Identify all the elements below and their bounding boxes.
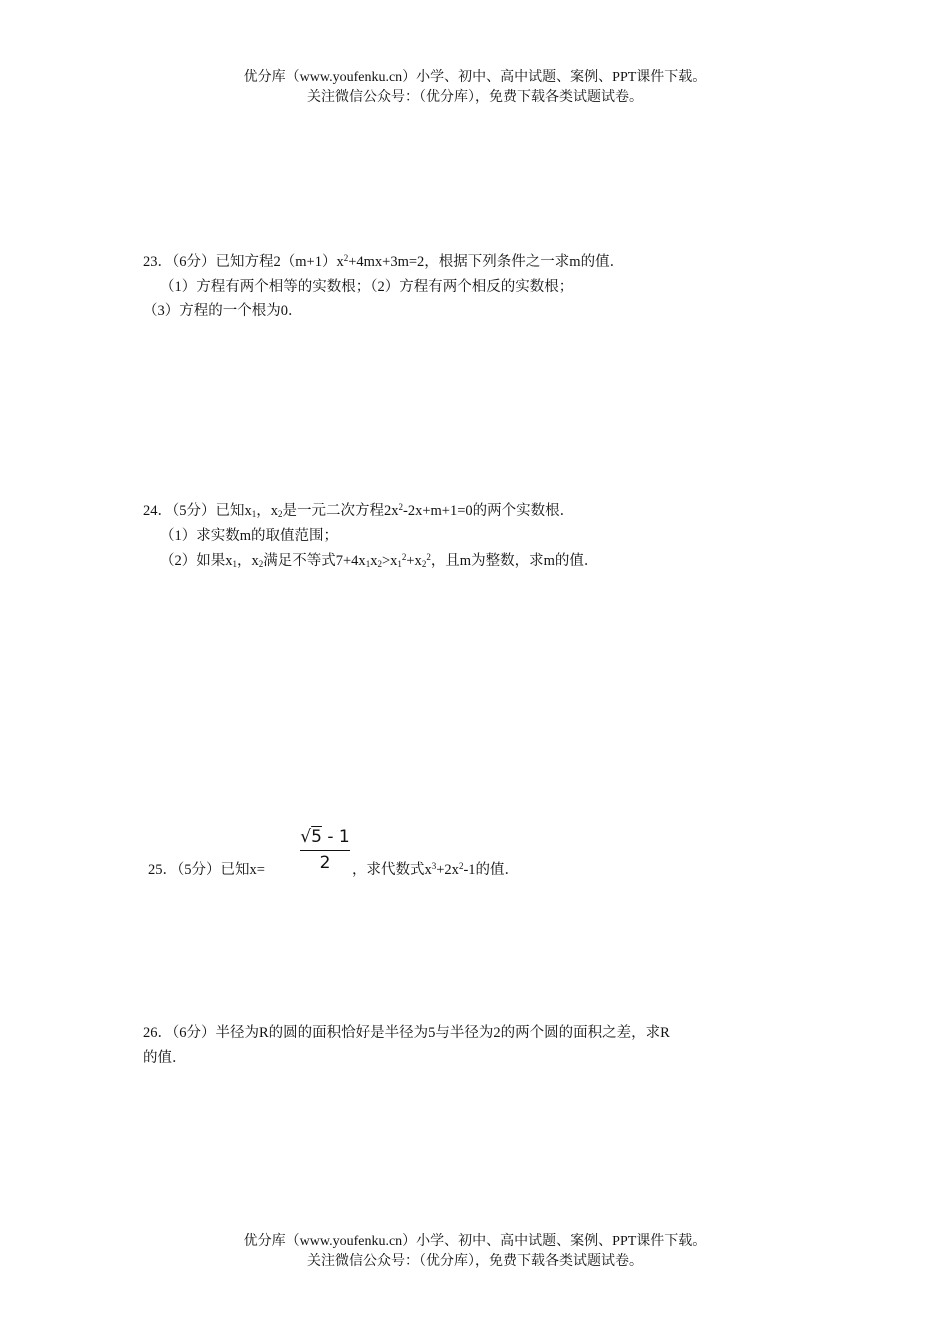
q25-denominator: 2	[319, 853, 331, 873]
q23-part-3: （3）方程的一个根为0．	[143, 303, 303, 319]
header-line-2: 关注微信公众号：（优分库），免费下载各类试题试卷。	[307, 90, 643, 105]
q24-stem: 24．（5分）已知$x_1$，$x_2$是一元二次方程$2x^2-2x+m+1=0$的两个实数根．	[143, 502, 575, 519]
q24-part-1: （1）求实数m的取值范围；	[160, 528, 339, 544]
q24-part-2: （2）如果$x_1$，$x_2$满足不等式$7+4x_1x_2>x_1^2+x_2^2$，且m为整数，求m的值．	[160, 552, 599, 569]
q25-suffix: ，求代数式$x^3+2x^2-1$的值．	[352, 861, 520, 878]
q26-line-1: 26．（6分）半径为R的圆的面积恰好是半径为5与半径为2的两个圆的面积之差，求R	[143, 1025, 670, 1041]
page-header	[0, 68, 950, 108]
footer-line-1: 优分库（www.youfenku.cn）小学、初中、高中试题、案例、PPT课件下载。	[243, 1234, 707, 1249]
q23-part-1-2: （1）方程有两个相等的实数根；（2）方程有两个相反的实数根；	[160, 279, 574, 295]
q25-numerator: √5 - 1	[300, 824, 350, 851]
q25-fraction	[300, 824, 350, 875]
q25-radicand: 5	[311, 827, 322, 847]
q23-stem: 23．（6分）已知方程$2(m+1)x^2+4mx+3m=2$，根据下列条件之一求m的值．	[143, 253, 625, 270]
header-line-1: 优分库（www.youfenku.cn）小学、初中、高中试题、案例、PPT课件下载。	[243, 70, 707, 85]
q26-line-2: 的值．	[143, 1050, 187, 1066]
footer-line-2: 关注微信公众号：（优分库），免费下载各类试题试卷。	[307, 1254, 643, 1269]
q25-prefix: 25．（5分）已知x=	[148, 862, 265, 878]
sqrt-sign: √	[300, 827, 312, 847]
page-footer	[0, 1232, 950, 1272]
